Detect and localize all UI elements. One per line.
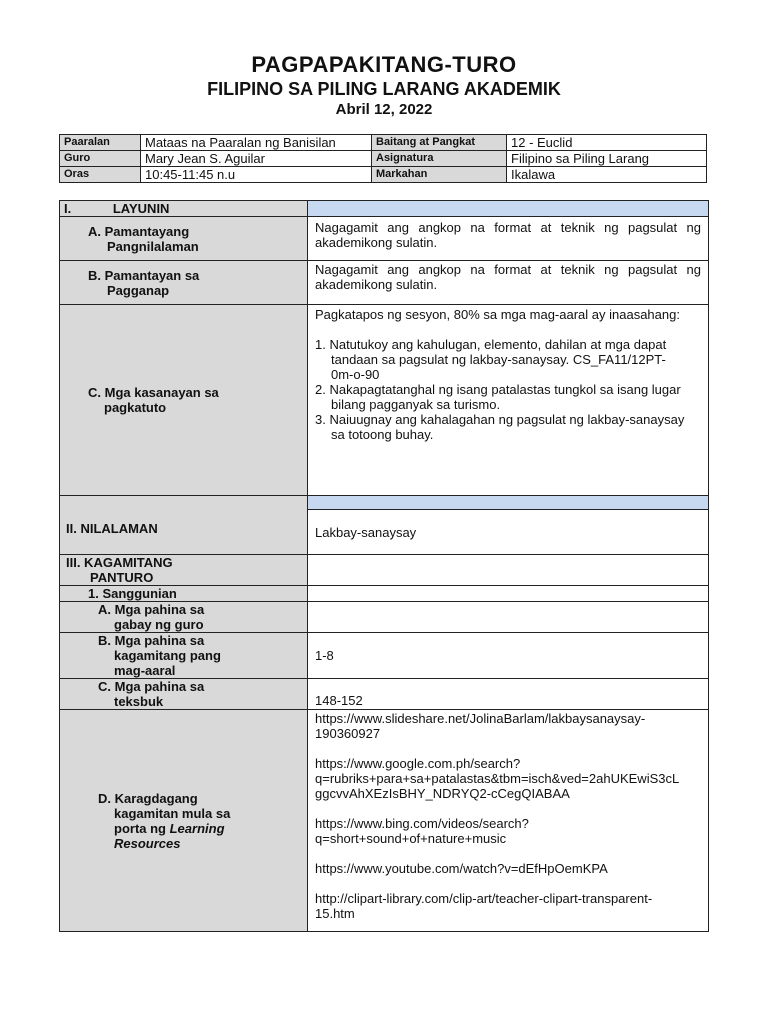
gabay-guro-label bbox=[60, 602, 308, 633]
link-line: 190360927 bbox=[315, 726, 381, 741]
nilalaman-header-fill bbox=[308, 496, 709, 510]
lesson-plan-table bbox=[59, 200, 709, 932]
karagdagang-kagamitan-value bbox=[308, 710, 709, 932]
kasanayan-value bbox=[308, 305, 709, 496]
document-title: PAGPAPAKITANG-TURO bbox=[251, 52, 517, 77]
info-row bbox=[60, 151, 707, 167]
resource-link[interactable] bbox=[315, 711, 701, 741]
kagamitang-pang-mag-aaral-row bbox=[60, 633, 709, 679]
gabay-guro-row bbox=[60, 602, 709, 633]
info-row bbox=[60, 135, 707, 151]
asignatura-value: Filipino sa Piling Larang bbox=[507, 151, 707, 167]
karagdagang-kagamitan-label bbox=[60, 710, 308, 932]
teksbuk-value: 148-152 bbox=[308, 679, 709, 710]
sanggunian-row bbox=[60, 586, 709, 602]
label-line: B. Mga pahina sa bbox=[98, 633, 205, 648]
label-line: Pagganap bbox=[107, 282, 170, 298]
document-date: Abril 12, 2022 bbox=[335, 101, 433, 118]
kasanayan-item-cont: 0m-o-90 bbox=[331, 367, 380, 382]
pamantayan-sa-pagganap-label bbox=[60, 261, 308, 305]
layunin-header-fill bbox=[308, 201, 709, 217]
label-line: kagamitan mula sa bbox=[114, 805, 231, 821]
link-line: https://www.slideshare.net/JolinaBarlam/lakbaysanaysay- bbox=[315, 711, 646, 726]
paaralan-label: Paaralan bbox=[60, 135, 141, 151]
oras-value: 10:45-11:45 n.u bbox=[141, 167, 372, 183]
label-line: porta ng bbox=[114, 820, 170, 836]
item-letter: A. bbox=[88, 223, 101, 239]
label-line: Pamantayang bbox=[104, 223, 190, 239]
link-line: 15.htm bbox=[315, 906, 355, 921]
pamantayang-pangnilalaman-row bbox=[60, 217, 709, 261]
baitang-label: Baitang at Pangkat bbox=[372, 135, 507, 151]
item-letter: B. bbox=[88, 267, 101, 283]
nilalaman-header-row bbox=[60, 496, 709, 510]
label-line: Pangnilalaman bbox=[107, 238, 199, 254]
oras-label: Oras bbox=[60, 167, 141, 183]
link-line: q=rubriks+para+sa+patalastas&tbm=isch&ved=2ahUKEwiS3cL bbox=[315, 771, 680, 786]
info-row bbox=[60, 167, 707, 183]
kasanayan-item-cont: sa totoong buhay. bbox=[331, 427, 434, 442]
label-italic: Learning bbox=[169, 820, 225, 836]
markahan-label: Markahan bbox=[372, 167, 507, 183]
kasanayan-item: 1. Natutukoy ang kahulugan, elemento, dahilan at mga dapat bbox=[315, 337, 667, 352]
label-line: D. Karagdagang bbox=[98, 790, 198, 806]
label-line: III. KAGAMITANG bbox=[66, 555, 173, 570]
label-line: kagamitang pang bbox=[114, 648, 221, 663]
asignatura-label: Asignatura bbox=[372, 151, 507, 167]
pamantayang-pangnilalaman-label bbox=[60, 217, 308, 261]
link-line: q=short+sound+of+nature+music bbox=[315, 831, 507, 846]
sanggunian-label: 1. Sanggunian bbox=[60, 586, 308, 602]
kasanayan-item: 3. Naiuugnay ang kahalagahan ng pagsulat ng lakbay-sanaysay bbox=[315, 412, 685, 427]
teksbuk-label bbox=[60, 679, 308, 710]
kasanayan-item: 2. Nakapagtatanghal ng isang patalastas tungkol sa isang lugar bbox=[315, 382, 681, 397]
link-line: ggcvvAhXEzIsBHY_NDRYQ2-cCegQIABAA bbox=[315, 786, 570, 801]
guro-label: Guro bbox=[60, 151, 141, 167]
pamantayang-pangnilalaman-value: Nagagamit ang angkop na format at teknik ng pagsulat ng akademikong sulatin. bbox=[308, 217, 709, 261]
resource-link[interactable] bbox=[315, 891, 701, 921]
label-line: mag-aaral bbox=[114, 663, 176, 678]
link-line: https://www.google.com.ph/search? bbox=[315, 756, 521, 771]
pamantayan-sa-pagganap-value: Nagagamit ang angkop na format at teknik ng pagsulat ng akademikong sulatin. bbox=[308, 261, 709, 305]
layunin-heading bbox=[60, 201, 308, 217]
label-line: teksbuk bbox=[114, 694, 164, 709]
kasanayan-item-cont: bilang pagganyak sa turismo. bbox=[331, 397, 501, 412]
layunin-num: I. bbox=[64, 201, 72, 216]
kagamitang-pang-mag-aaral-value: 1-8 bbox=[308, 633, 709, 679]
guro-value: Mary Jean S. Aguilar bbox=[141, 151, 372, 167]
resource-link[interactable] bbox=[315, 861, 701, 876]
nilalaman-value: Lakbay-sanaysay bbox=[308, 510, 709, 555]
label-line: pagkatuto bbox=[104, 400, 167, 415]
link-line: https://www.youtube.com/watch?v=dEfHpOemKPA bbox=[315, 861, 608, 876]
paaralan-value: Mataas na Paaralan ng Banisilan bbox=[141, 135, 372, 151]
kagamitang-pang-mag-aaral-label bbox=[60, 633, 308, 679]
baitang-value: 12 - Euclid bbox=[507, 135, 707, 151]
kagamitan-label bbox=[60, 555, 308, 586]
label-line: PANTURO bbox=[90, 570, 154, 585]
label-line: gabay ng guro bbox=[114, 617, 204, 632]
pamantayan-sa-pagganap-row bbox=[60, 261, 709, 305]
kasanayan-item-cont: tandaan sa pagsulat ng lakbay-sanaysay. CS_FA11/12PT- bbox=[331, 352, 666, 367]
layunin-header-row bbox=[60, 201, 709, 217]
label-line: C. Mga kasanayan sa bbox=[88, 385, 219, 400]
document-header bbox=[0, 52, 768, 120]
layunin-label: LAYUNIN bbox=[112, 201, 170, 216]
document-subtitle: FILIPINO SA PILING LARANG AKADEMIK bbox=[207, 79, 561, 99]
nilalaman-label: II. NILALAMAN bbox=[60, 496, 308, 555]
kasanayan-label bbox=[60, 305, 308, 496]
link-line: https://www.bing.com/videos/search? bbox=[315, 816, 529, 831]
label-italic: Resources bbox=[114, 835, 181, 851]
info-table bbox=[59, 134, 707, 183]
gabay-guro-value bbox=[308, 602, 709, 633]
karagdagang-kagamitan-row bbox=[60, 710, 709, 932]
kasanayan-row bbox=[60, 305, 709, 496]
label-line: Pamantayan sa bbox=[104, 267, 200, 283]
label-line: C. Mga pahina sa bbox=[98, 679, 205, 694]
sanggunian-value bbox=[308, 586, 709, 602]
kagamitan-row bbox=[60, 555, 709, 586]
link-line: http://clipart-library.com/clip-art/teacher-clipart-transparent- bbox=[315, 891, 653, 906]
kasanayan-intro: Pagkatapos ng sesyon, 80% sa mga mag-aaral ay inaasahang: bbox=[315, 307, 680, 322]
resource-link[interactable] bbox=[315, 816, 701, 846]
resource-link[interactable] bbox=[315, 756, 701, 801]
label-line: A. Mga pahina sa bbox=[98, 602, 205, 617]
markahan-value: Ikalawa bbox=[507, 167, 707, 183]
kagamitan-value bbox=[308, 555, 709, 586]
teksbuk-row bbox=[60, 679, 709, 710]
